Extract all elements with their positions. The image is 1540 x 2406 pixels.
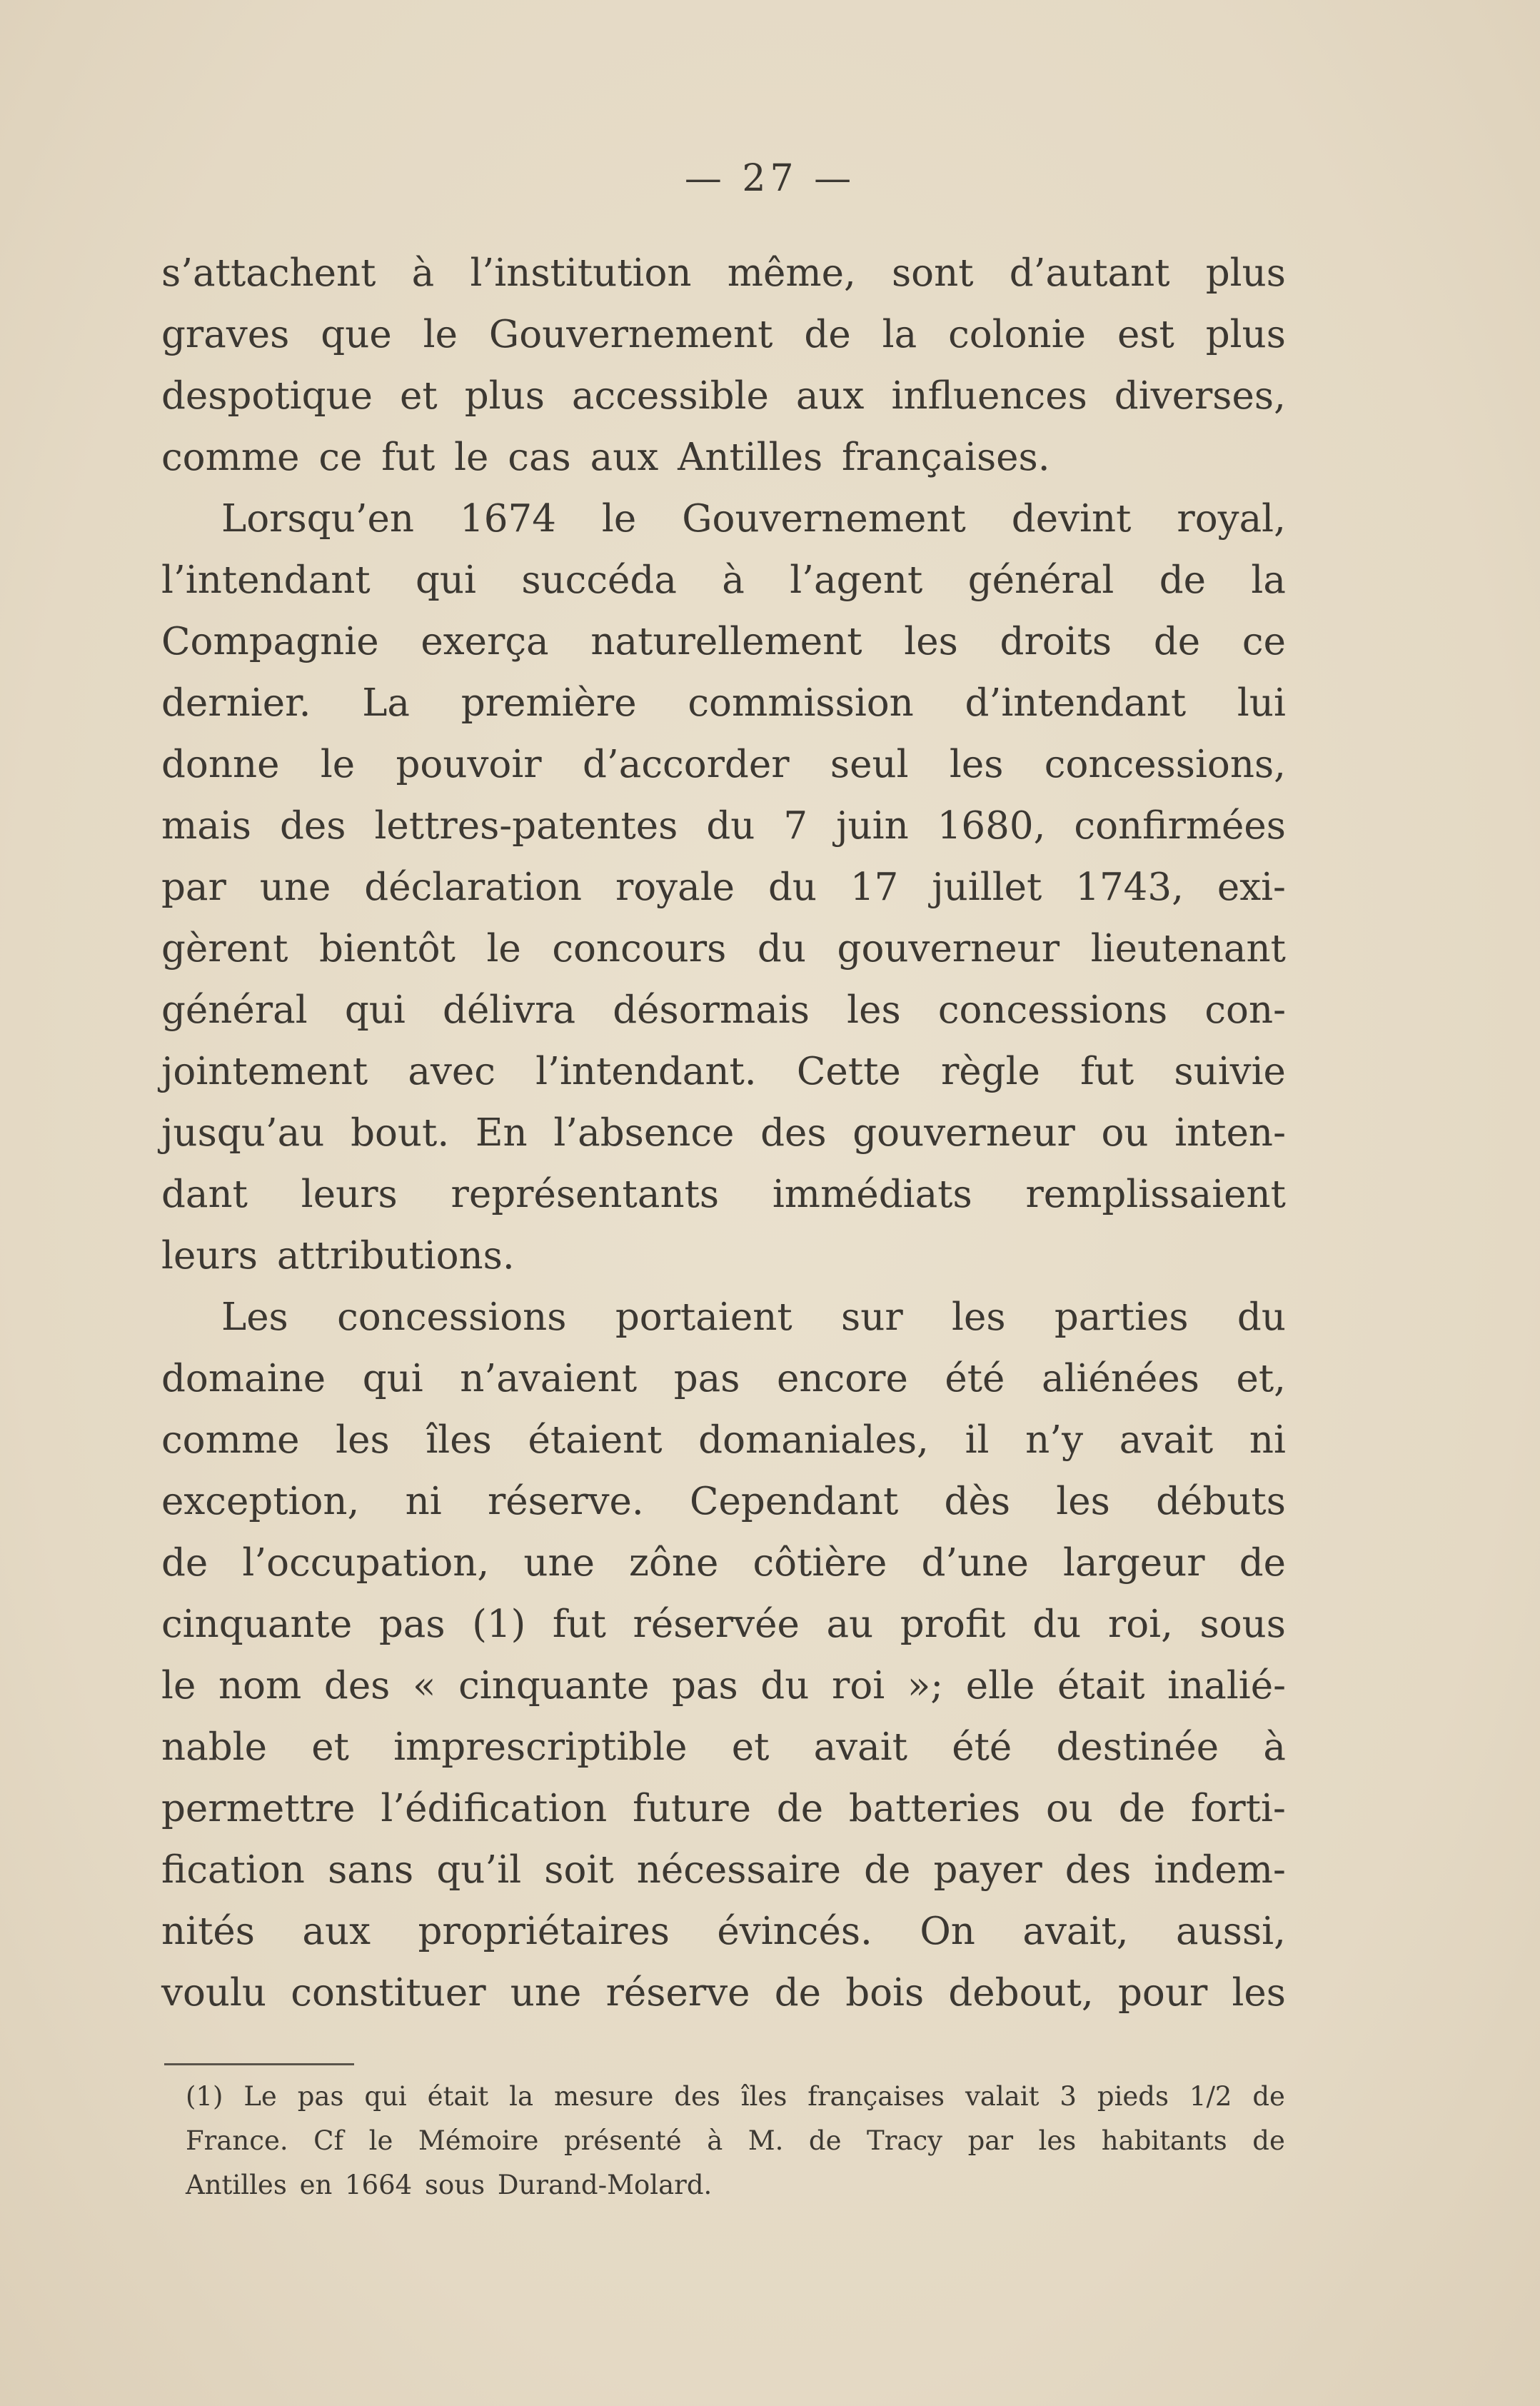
- text-line: Les concessions portaient sur les parties du: [221, 1295, 1286, 1339]
- text-line: permettre l’édification future de batteries ou de forti-: [161, 1787, 1286, 1830]
- text-line: nable et imprescriptible et avait été destinée à: [161, 1725, 1286, 1769]
- text-line: despotique et plus accessible aux influences diverses,: [161, 374, 1286, 418]
- text-line: Compagnie exerça naturellement les droits de ce: [161, 620, 1286, 663]
- text-line: nités aux propriétaires évincés. On avait, aussi,: [161, 1910, 1286, 1953]
- footnote-rule: [164, 2063, 354, 2065]
- text-line: jointement avec l’intendant. Cette règle fut suivie: [161, 1050, 1286, 1093]
- text-line: fication sans qu’il soit nécessaire de payer des indem-: [161, 1848, 1286, 1892]
- text-line: exception, ni réserve. Cependant dès les débuts: [161, 1480, 1286, 1523]
- text-line: comme les îles étaient domaniales, il n’y avait ni: [161, 1418, 1286, 1462]
- text-line: jusqu’au bout. En l’absence des gouverneur ou inten-: [161, 1111, 1286, 1155]
- text-line: Lorsqu’en 1674 le Gouvernement devint royal,: [221, 497, 1286, 541]
- text-line: l’intendant qui succéda à l’agent général de la: [161, 558, 1286, 602]
- footnote-line: Antilles en 1664 sous Durand-Molard.: [186, 2170, 713, 2200]
- footnote-line: France. Cf le Mémoire présenté à M. de Tracy par les habitants de: [186, 2125, 1285, 2156]
- text-line: voulu constituer une réserve de bois debout, pour les: [161, 1971, 1286, 2015]
- text-line: comme ce fut le cas aux Antilles françaises.: [161, 436, 1050, 479]
- page-number: — 27 —: [684, 157, 856, 200]
- text-line: dernier. La première commission d’intendant lui: [161, 681, 1286, 725]
- text-line: de l’occupation, une zône côtière d’une largeur de: [161, 1541, 1286, 1585]
- text-line: général qui délivra désormais les concessions con-: [161, 988, 1286, 1032]
- text-line: cinquante pas (1) fut réservée au profit du roi, sous: [161, 1603, 1286, 1646]
- text-line: dant leurs représentants immédiats remplissaient: [161, 1173, 1286, 1216]
- text-line: graves que le Gouvernement de la colonie est plus: [161, 313, 1286, 356]
- body-text: [161, 243, 1286, 2024]
- text-line: le nom des « cinquante pas du roi »; elle était inalié-: [161, 1664, 1286, 1708]
- text-line: leurs attributions.: [161, 1234, 515, 1278]
- footnote-line: (1) Le pas qui était la mesure des îles françaises valait 3 pieds 1/2 de: [186, 2081, 1285, 2112]
- text-line: mais des lettres-patentes du 7 juin 1680, confirmées: [161, 804, 1286, 848]
- footnote: [186, 2075, 1285, 2207]
- text-line: par une déclaration royale du 17 juillet 1743, exi-: [161, 866, 1286, 909]
- text-line: gèrent bientôt le concours du gouverneur lieutenant: [161, 927, 1286, 971]
- text-line: donne le pouvoir d’accorder seul les concessions,: [161, 743, 1286, 786]
- text-line: s’attachent à l’institution même, sont d’autant plus: [161, 251, 1286, 295]
- text-line: domaine qui n’avaient pas encore été aliénées et,: [161, 1357, 1286, 1400]
